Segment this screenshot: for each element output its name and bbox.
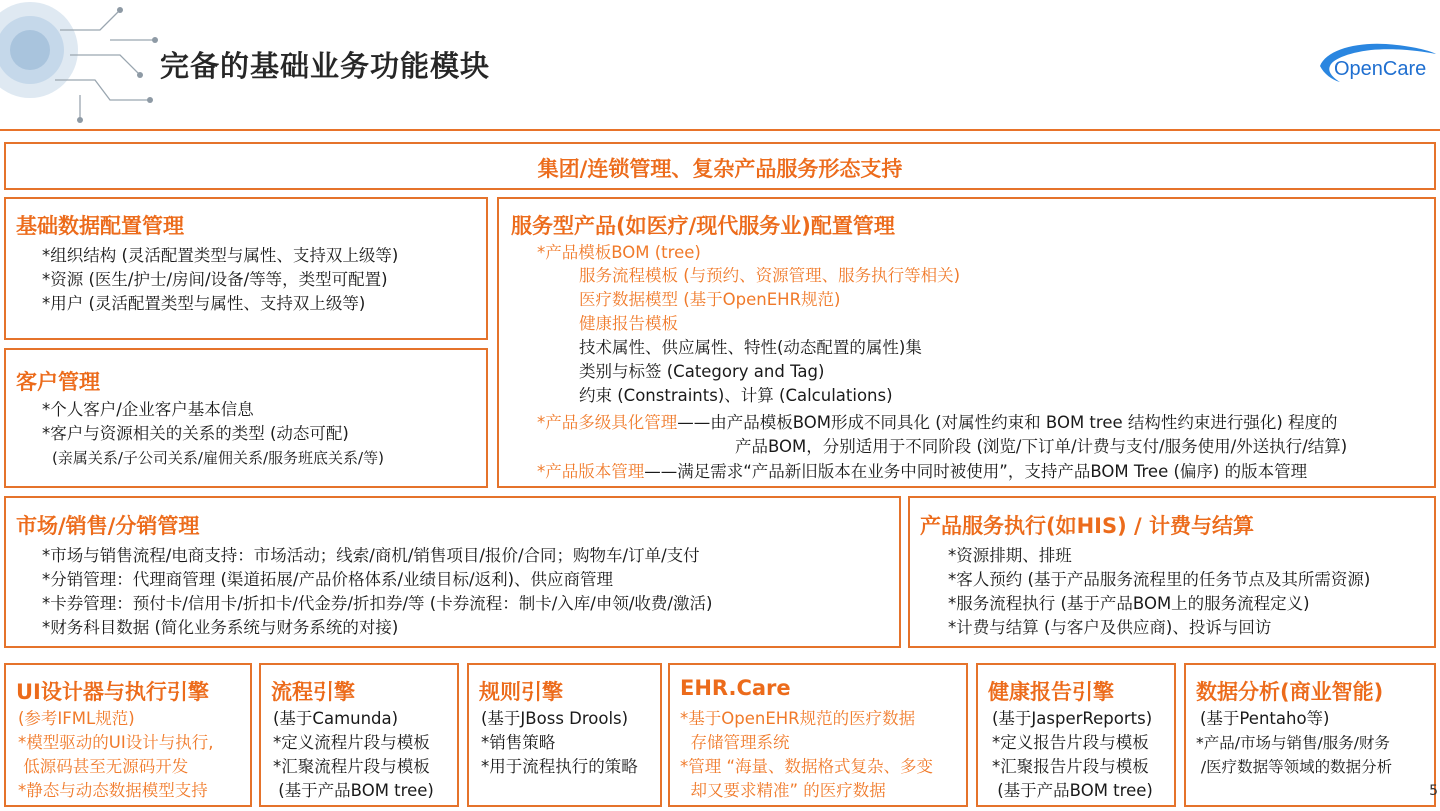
customer-item: *客户与资源相关的关系的类型 (动态可配): [42, 424, 349, 443]
bom-black-item: 约束 (Constraints)、计算 (Calculations): [579, 386, 893, 405]
engine-bi-line: *产品/市场与销售/服务/财务: [1196, 734, 1390, 752]
execution-box: [908, 496, 1436, 648]
engine-report-box: [976, 663, 1176, 807]
engine-bi-title: 数据分析(商业智能): [1196, 680, 1384, 704]
multi-level-line: [537, 411, 1338, 435]
basic-data-item: *用户 (灵活配置类型与属性、支持双上级等): [42, 294, 366, 313]
version-line: [537, 460, 1307, 484]
engine-report-line: *定义报告片段与模板: [992, 733, 1149, 752]
engine-ui-box: [4, 663, 252, 807]
market-title: 市场/销售/分销管理: [16, 514, 200, 538]
engine-rules-box: [467, 663, 662, 807]
engine-bi-line: /医疗数据等领域的数据分析: [1196, 758, 1393, 776]
basic-data-box: [4, 197, 488, 340]
execution-title: 产品服务执行(如HIS) / 计费与结算: [920, 514, 1254, 538]
execution-item: *客人预约 (基于产品服务流程里的任务节点及其所需资源): [948, 570, 1371, 589]
engine-rules-line: *用于流程执行的策略: [481, 757, 638, 776]
market-item: *分销管理：代理商管理 (渠道拓展/产品价格体系/业绩目标/返利)、供应商管理: [42, 570, 614, 589]
bom-black-item: 技术属性、供应属性、特性(动态配置的属性)集: [579, 338, 922, 357]
version-text: ——满足需求“产品新旧版本在业务中同时被使用”，支持产品BOM Tree (偏序) 的版本管理: [644, 462, 1308, 481]
basic-data-title: 基础数据配置管理: [16, 214, 184, 238]
engine-workflow-line: *汇聚流程片段与模板: [273, 757, 430, 776]
customer-title: 客户管理: [16, 370, 100, 394]
engine-rules-line: *销售策略: [481, 733, 556, 752]
engine-report-line: (基于JasperReports): [992, 709, 1153, 728]
engine-workflow-line: (基于Camunda): [273, 709, 399, 728]
multi-level-text-2: 产品BOM，分别适用于不同阶段 (浏览/下订单/计费与支付/服务使用/外送执行/结算): [735, 437, 1348, 456]
engine-rules-title: 规则引擎: [479, 680, 563, 704]
engine-ui-line: *静态与动态数据模型支持: [18, 781, 208, 800]
market-item: *财务科目数据 (简化业务系统与财务系统的对接): [42, 618, 399, 637]
engine-ehr-title: EHR.Care: [680, 676, 791, 700]
bom-orange-item: 健康报告模板: [579, 314, 678, 333]
multi-level-label: *产品多级具化管理: [537, 413, 678, 432]
engine-workflow-line: (基于产品BOM tree): [273, 781, 434, 800]
basic-data-item: *资源 (医生/护士/房间/设备/等等，类型可配置): [42, 270, 388, 289]
service-product-title: 服务型产品(如医疗/现代服务业)配置管理: [511, 214, 895, 238]
logo-text: OpenCare: [1334, 58, 1427, 80]
engine-report-line: *汇聚报告片段与模板: [992, 757, 1149, 776]
engine-rules-line: (基于JBoss Drools): [481, 709, 629, 728]
execution-item: *计费与结算 (与客户及供应商)、投诉与回访: [948, 618, 1272, 637]
engine-report-title: 健康报告引擎: [988, 680, 1114, 704]
banner-title: 集团/连锁管理、复杂产品服务形态支持: [537, 157, 903, 181]
engine-bi-line: (基于Pentaho等): [1200, 709, 1330, 728]
customer-item: (亲属关系/子公司关系/雇佣关系/服务班底关系/等): [52, 449, 384, 467]
engine-bi-box: [1184, 663, 1436, 807]
engine-workflow-box: [259, 663, 459, 807]
engine-report-line: (基于产品BOM tree): [992, 781, 1153, 800]
engine-ui-title: UI设计器与执行引擎: [16, 680, 209, 704]
execution-item: *资源排期、排班: [948, 546, 1072, 565]
version-label: *产品版本管理: [537, 462, 645, 481]
page-number: 5: [1429, 783, 1438, 799]
engine-ehr-box: [668, 663, 968, 807]
engine-ui-line: (参考IFML规范): [18, 709, 135, 728]
market-box: [4, 496, 901, 648]
page-title: 完备的基础业务功能模块: [160, 49, 491, 83]
bom-title: *产品模板BOM (tree): [537, 243, 701, 262]
execution-item: *服务流程执行 (基于产品BOM上的服务流程定义): [948, 594, 1310, 613]
engine-ehr-line: *基于OpenEHR规范的医疗数据: [680, 709, 916, 728]
engine-workflow-line: *定义流程片段与模板: [273, 733, 430, 752]
market-item: *市场与销售流程/电商支持：市场活动；线索/商机/销售项目/报价/合同；购物车/订单/支付: [42, 546, 700, 565]
multi-level-text: ——由产品模板BOM形成不同具化 (对属性约束和 BOM tree 结构性约束进行强化) 程度的: [677, 413, 1338, 432]
market-item: *卡券管理：预付卡/信用卡/折扣卡/代金券/折扣券/等 (卡券流程：制卡/入库/申领/收费/激活): [42, 594, 713, 613]
banner-box: [4, 142, 1436, 190]
engine-ehr-line: *管理 “海量、数据格式复杂、多变: [680, 757, 934, 776]
basic-data-item: *组织结构 (灵活配置类型与属性、支持双上级等): [42, 246, 399, 265]
bom-black-item: 类别与标签 (Category and Tag): [579, 362, 825, 381]
service-product-box: [497, 197, 1436, 488]
customer-box: [4, 348, 488, 488]
header-circuit-decoration: [0, 0, 170, 130]
engine-ui-line: *模型驱动的UI设计与执行,: [18, 733, 214, 752]
header-divider: [0, 129, 1440, 131]
bom-orange-item: 医疗数据模型 (基于OpenEHR规范): [579, 290, 841, 309]
engine-ehr-line: 却又要求精准” 的医疗数据: [680, 781, 886, 800]
bom-orange-item: 服务流程模板 (与预约、资源管理、服务执行等相关): [579, 266, 961, 285]
engine-ui-line: 低源码甚至无源码开发: [18, 757, 189, 776]
customer-item: *个人客户/企业客户基本信息: [42, 400, 254, 419]
engine-ehr-line: 存储管理系统: [680, 733, 790, 752]
engine-workflow-title: 流程引擎: [271, 680, 355, 704]
